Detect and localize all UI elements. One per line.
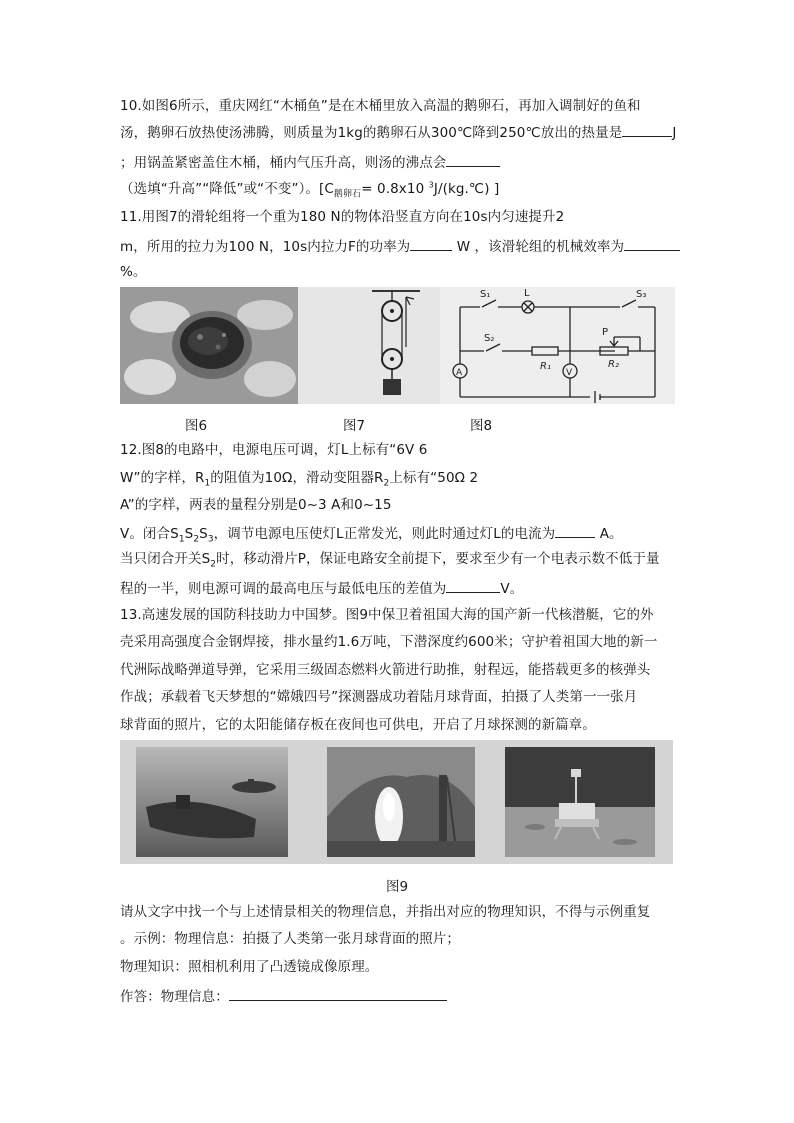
q12-line5 (120, 550, 660, 568)
q10-boiling-blank[interactable] (446, 152, 500, 167)
q12-line6-b: V。 (500, 581, 524, 597)
circuit-s2-label: S₂ (484, 333, 495, 344)
q12-line4-c: S (199, 526, 208, 542)
q13-line7: 。示例：物理信息：拍摄了人类第一张月球背面的照片； (120, 931, 460, 947)
fig8-circuit-diagram (440, 287, 675, 404)
q10-line4-a: （选填“升高”“降低”或“不变”）。[C (120, 181, 334, 197)
q10-line4-c: J/(kg.℃) ] (433, 181, 500, 197)
circuit-s1-label: S₁ (480, 289, 491, 300)
q10-line4-sup: 3 (428, 180, 434, 190)
q11-line2-a: m，所用的拉力为100 N，10s内拉力F的功率为 (120, 239, 411, 255)
q12-line2-sub1: 1 (204, 478, 211, 489)
q13-line1: 13.高速发展的国防科技助力中国梦。图9中保卫着祖国大海的国产新一代核潜艇，它的外 (120, 607, 654, 623)
q12-line4-s3: 3 (207, 534, 214, 545)
q12-line5-a: 当只闭合开关S (120, 551, 211, 567)
q11-line3: %。 (120, 264, 147, 280)
circuit-ammeter-label: A (456, 368, 463, 378)
circuit-voltmeter-label: V (566, 368, 573, 378)
fig7-pulley-diagram (370, 287, 430, 404)
q12-line2-sub2: 2 (383, 478, 390, 489)
q12-line4-a: V。闭合S (120, 526, 179, 542)
q10-line4 (120, 180, 499, 198)
circuit-s3-label: S₃ (636, 289, 647, 300)
q10-unit: J (672, 125, 677, 141)
q10-line2-text: 汤，鹅卵石放热使汤沸腾，则质量为1kg的鹅卵石从300℃降到250℃放出的热量是 (120, 125, 623, 141)
q11-line2 (120, 236, 680, 256)
fig9-caption: 图9 (386, 879, 409, 895)
q12-line2-a: W”的字样，R (120, 470, 205, 486)
q12-line4-s2: 2 (193, 534, 200, 545)
q13-answer-blank[interactable] (229, 986, 447, 1001)
q10-line1: 10.如图6所示，重庆网红“木桶鱼”是在木桶里放入高温的鹅卵石，再加入调制好的鱼和 (120, 98, 641, 114)
q11-line2-b: W ，该滑轮组的机械效率为 (452, 239, 625, 255)
q13-line9 (120, 986, 447, 1006)
q12-line3: A”的字样，两表的量程分别是0~3 A和0~15 (120, 497, 392, 513)
fig9-submarine-photo (136, 747, 288, 857)
q12-line6-a: 程的一半，则电源可调的最高电压与最低电压的差值为 (120, 581, 447, 597)
q12-line1: 12.图8的电路中，电源电压可调，灯L上标有“6V 6 (120, 442, 428, 458)
circuit-p-label: P (602, 327, 609, 338)
q12-current-blank[interactable] (555, 523, 595, 538)
q12-line2-b: 的阻值为10Ω，滑动变阻器R (210, 470, 384, 486)
q11-line1: 11.用图7的滑轮组将一个重为180 N的物体沿竖直方向在10s内匀速提升2 (120, 209, 565, 225)
q10-line3 (120, 152, 500, 172)
q12-line4-s1: 1 (178, 534, 185, 545)
fig6-caption: 图6 (185, 418, 208, 434)
q12-line5-sub: 2 (210, 559, 217, 570)
q10-line2 (120, 122, 676, 142)
fig6-wooden-bucket-fish-photo (120, 287, 298, 404)
q13-line2: 壳采用高强度合金钢焊接，排水量约1.6万吨，下潜深度约600米；守护着祖国大地的新一 (120, 634, 658, 650)
q12-line5-b: 时，移动滑片P，保证电路安全前提下，要求至少有一个电表示数不低于量 (216, 551, 660, 567)
q10-line4-sub: 鹅卵石 (333, 189, 362, 200)
circuit-r2-label: R₂ (608, 359, 619, 370)
fig9-missile-launch-photo (327, 747, 475, 857)
q10-line3-text: ；用锅盖紧密盖住木桶，桶内气压升高，则汤的沸点会 (120, 155, 447, 171)
fig9-lunar-rover-photo (505, 747, 655, 857)
q13-line6: 请从文字中找一个与上述情景相关的物理信息，并指出对应的物理知识，不得与示例重复 (120, 904, 651, 920)
q10-line4-b: = 0.8x10 (361, 181, 429, 197)
circuit-r1-label: R₁ (540, 361, 551, 372)
q13-line4: 作战；承载着飞天梦想的“嫦娥四号”探测器成功着陆月球背面，拍摄了人类第一一张月 (120, 689, 638, 705)
q12-line4-d: ，调节电源电压使灯L正常发光，则此时通过灯L的电流为 (213, 526, 556, 542)
q12-voltage-diff-blank[interactable] (446, 578, 500, 593)
figures-6-7-8-panel (120, 287, 675, 404)
q12-line2 (120, 469, 478, 487)
q13-line5: 球背面的照片，它的太阳能储存板在夜间也可供电，开启了月球探测的新篇章。 (120, 717, 596, 733)
q11-power-blank[interactable] (410, 236, 452, 251)
q11-efficiency-blank[interactable] (624, 236, 680, 251)
fig7-caption: 图7 (343, 418, 366, 434)
q12-line4-e: A。 (595, 526, 623, 542)
fig8-caption: 图8 (470, 418, 493, 434)
q12-line6 (120, 578, 523, 598)
circuit-lamp-label: L (524, 288, 530, 299)
q12-line2-c: 上标有“50Ω 2 (389, 470, 479, 486)
q10-heat-blank[interactable] (622, 122, 672, 137)
q12-line4-b: S (184, 526, 194, 542)
q12-line4 (120, 523, 623, 543)
q13-answer-label: 作答：物理信息： (120, 989, 229, 1005)
q13-line3: 代洲际战略弹道导弹，它采用三级固态燃料火箭进行助推，射程远，能搭载更多的核弹头 (120, 662, 651, 678)
q13-line8: 物理知识：照相机利用了凸透镜成像原理。 (120, 959, 379, 975)
figure-9-panel (120, 740, 673, 864)
